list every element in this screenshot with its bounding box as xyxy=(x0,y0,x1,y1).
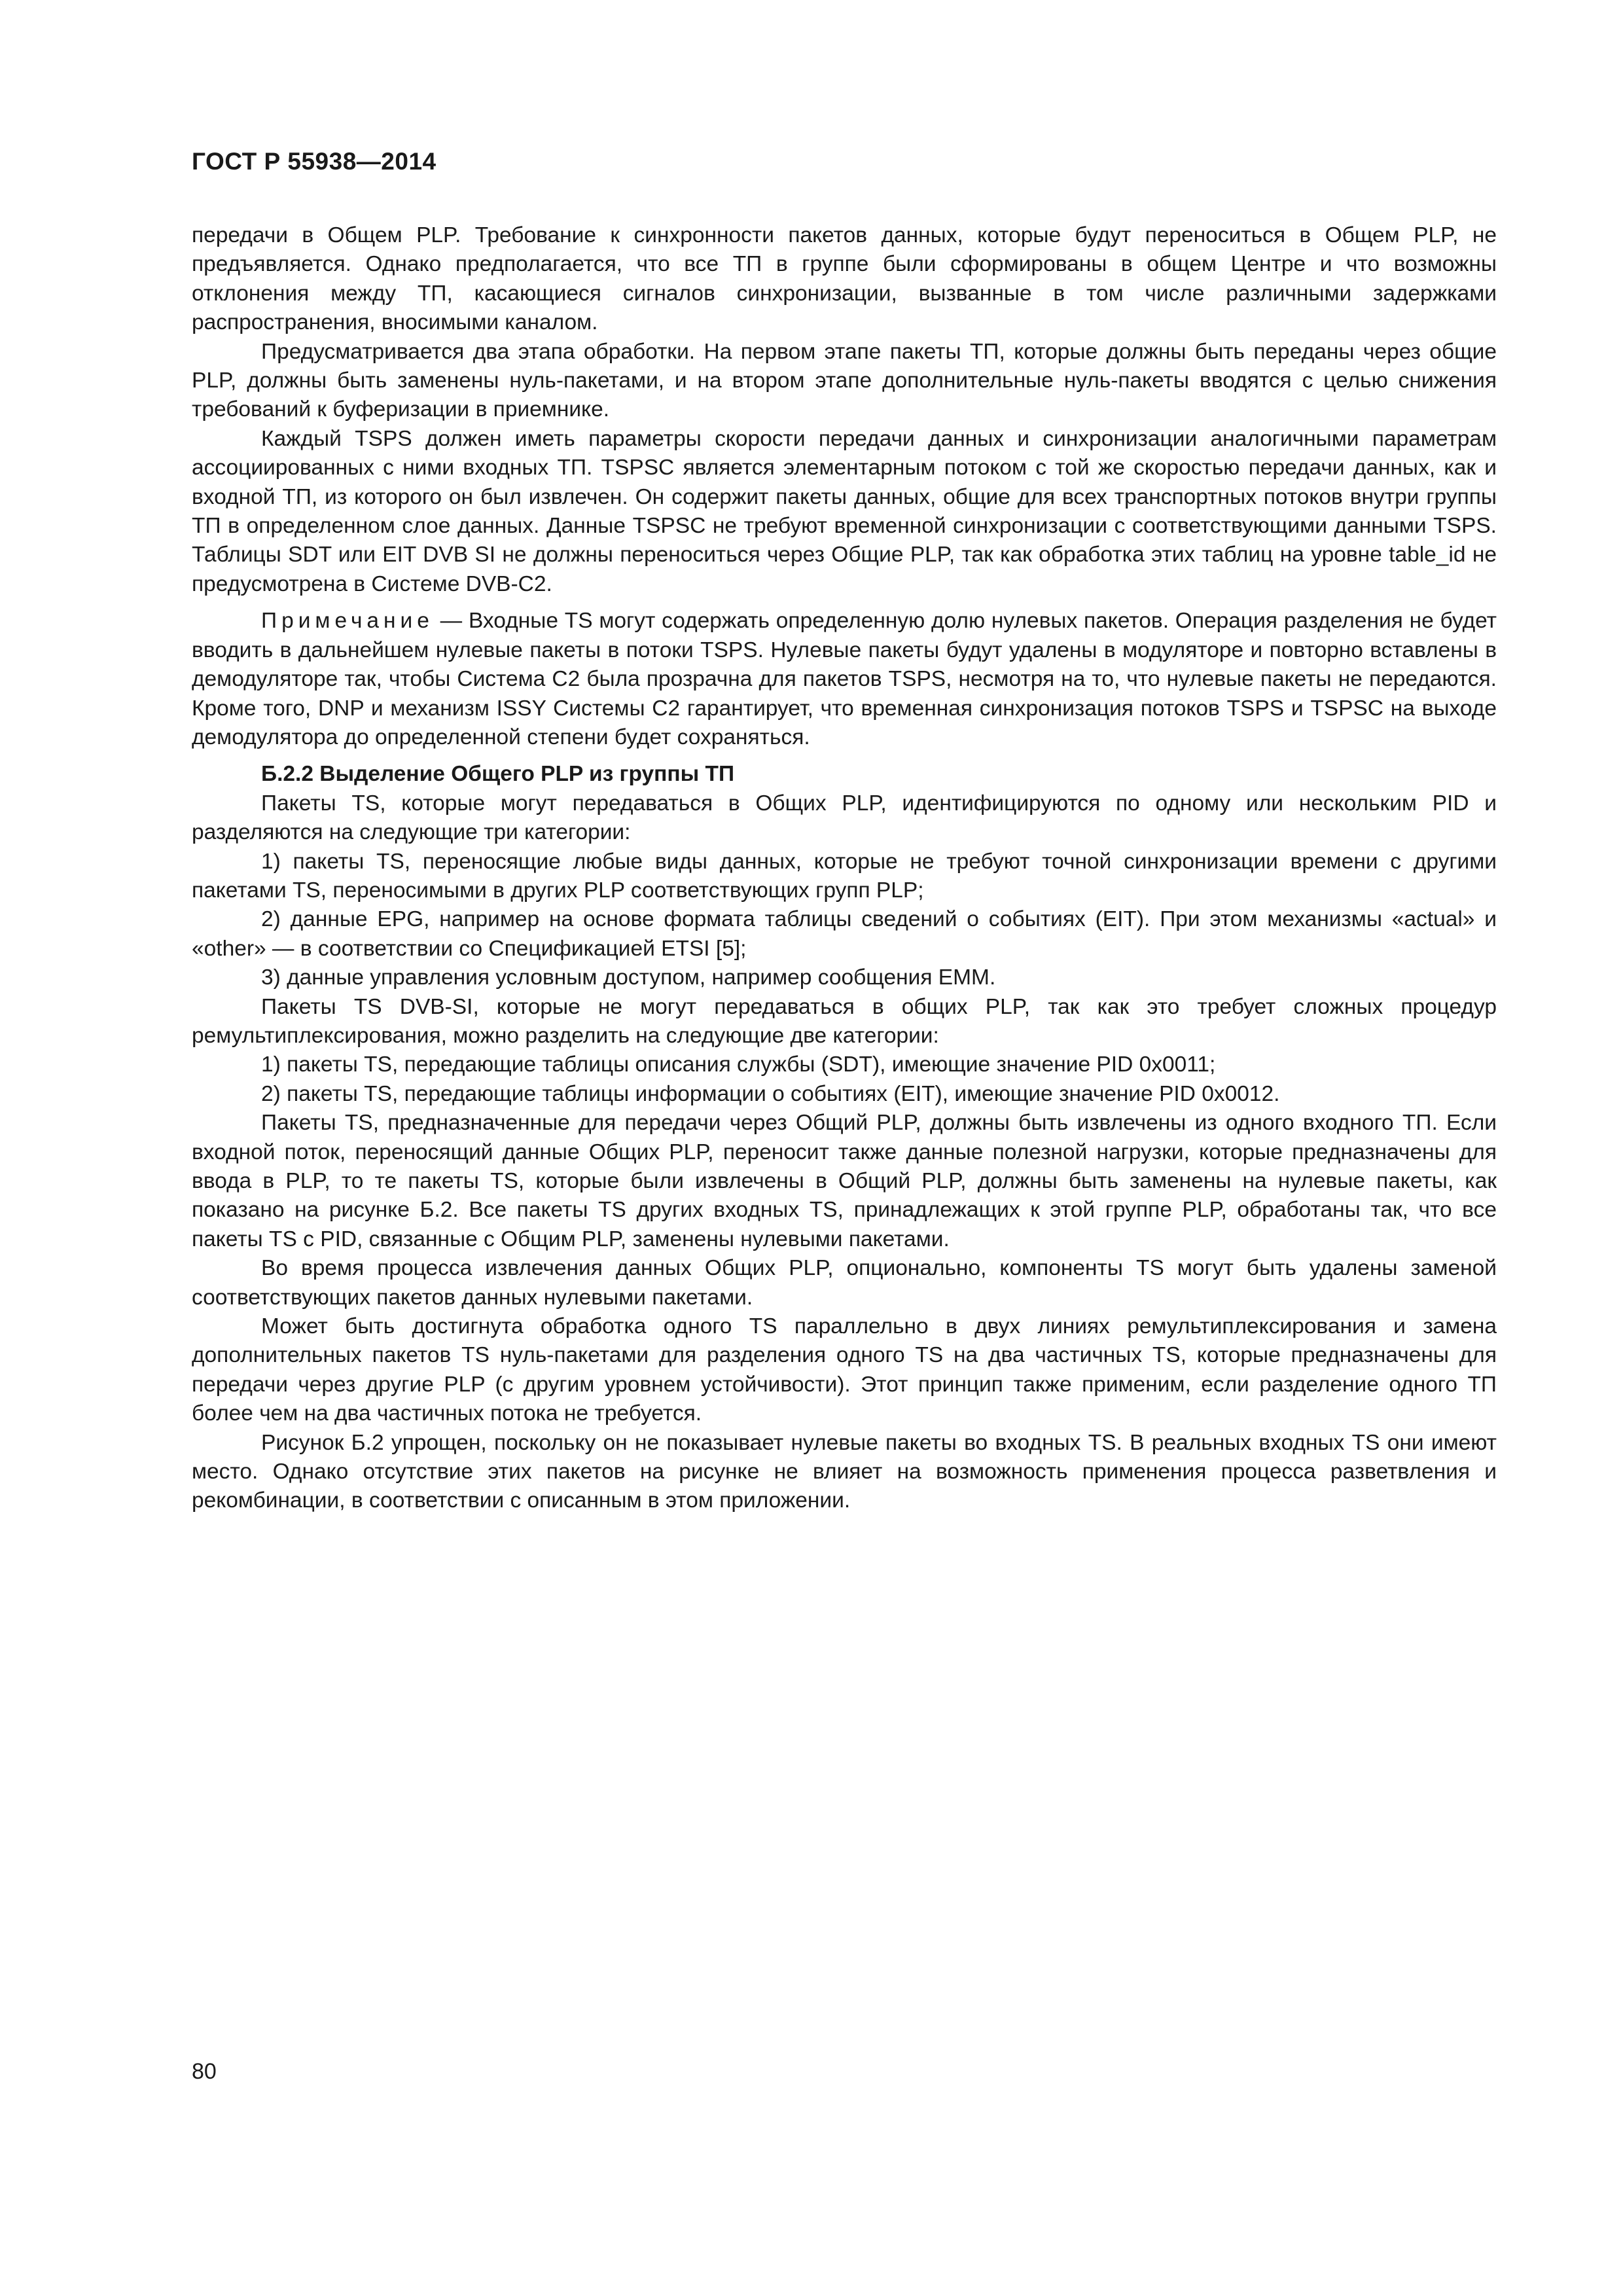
paragraph: Во время процесса извлечения данных Общих PLP, опционально, компоненты TS могут быть удалены заменой соответствующих пакетов данных нулевыми пакетами. xyxy=(192,1256,1497,1310)
list-item: 1) пакеты TS, передающие таблицы описания службы (SDT), имеющие значение PID 0x0011; xyxy=(261,1052,1216,1077)
section-heading: Б.2.2 Выделение Общего PLP из группы ТП xyxy=(261,762,735,787)
list-item: 2) пакеты TS, передающие таблицы информации о событиях (EIT), имеющие значение PID 0x0012. xyxy=(261,1081,1280,1106)
paragraph: Предусматривается два этапа обработки. На первом этапе пакеты ТП, которые должны быть переданы через общие PLP, должны быть заменены нуль-пакетами, и на втором этапе дополнительные нуль-пакеты вводятся с целью снижения требований к буферизации в приемнике. xyxy=(192,339,1497,422)
document-body xyxy=(192,221,1497,1516)
paragraph: Может быть достигнута обработка одного TS параллельно в двух линиях ремультиплексирования и замена дополнительных пакетов TS нуль-пакетами для разделения одного TS на два частичных TS, которые предназначены для передачи через другие PLP (с другим уровнем устойчивости). Этот принцип также применим, если разделение одного ТП более чем на два частичных потока не требуется. xyxy=(192,1314,1497,1426)
list-item: 3) данные управления условным доступом, например сообщения EMM. xyxy=(261,965,996,990)
note xyxy=(192,607,1497,752)
page-number: 80 xyxy=(192,2059,217,2084)
list-item: 1) пакеты TS, переносящие любые виды данных, которые не требуют точной синхронизации времени с другими пакетами TS, переносимыми в других PLP соответствующих групп PLP; xyxy=(192,849,1497,903)
document-header: ГОСТ Р 55938—2014 xyxy=(192,148,437,175)
paragraph: Рисунок Б.2 упрощен, поскольку он не показывает нулевые пакеты во входных TS. В реальных входных TS они имеют место. Однако отсутствие этих пакетов на рисунке не влияет на возможность применения процесса разветвления и рекомбинации, в соответствии с описанным в этом приложении. xyxy=(192,1430,1497,1513)
paragraph: Пакеты TS DVB-SI, которые не могут передаваться в общих PLP, так как это требует сложных процедур ремультиплексирования, можно разделить на следующие две категории: xyxy=(192,994,1497,1048)
list-item: 2) данные EPG, например на основе формата таблицы сведений о событиях (EIT). При этом механизмы «actual» и «other» — в соответствии со Спецификацией ETSI [5]; xyxy=(192,907,1497,961)
note-text: — Входные TS могут содержать определенную долю нулевых пакетов. Операция разделения не будет вводить в дальнейшем нулевые пакеты в потоки TSPS. Нулевые пакеты будут удалены в модуляторе и повторно вставлены в демодуляторе так, чтобы Система C2 была прозрачна для пакетов TSPS, несмотря на то, что нулевые пакеты не передаются. Кроме того, DNP и механизм ISSY Системы C2 гарантирует, что временная синхронизация потоков TSPS и TSPSC на выходе демодулятора до определенной степени будет сохраняться. xyxy=(192,609,1497,749)
paragraph: Пакеты TS, которые могут передаваться в Общих PLP, идентифицируются по одному или нескольким PID и разделяются на следующие три категории: xyxy=(192,791,1497,845)
paragraph: Каждый TSPS должен иметь параметры скорости передачи данных и синхронизации аналогичными параметрам ассоциированных с ними входных ТП. TSPSC является элементарным потоком с той же скоростью передачи данных, как и входной ТП, из которого он был извлечен. Он содержит пакеты данных, общие для всех транспортных потоков внутри группы ТП в определенном слое данных. Данные TSPSC не требуют временной синхронизации с соответствующими данными TSPS. Таблицы SDT или EIT DVB SI не должны переноситься через Общие PLP, так как обработка этих таблиц на уровне table_id не предусмотрена в Системе DVB-C2. xyxy=(192,426,1497,596)
paragraph: Пакеты TS, предназначенные для передачи через Общий PLP, должны быть извлечены из одного входного ТП. Если входной поток, переносящий данные Общих PLP, переносит также данные полезной нагрузки, которые предназначены для ввода в PLP, то те пакеты TS, которые были извлечены в Общий PLP, должны быть заменены на нулевые пакеты, как показано на рисунке Б.2. Все пакеты TS других входных TS, принадлежащих к этой группе PLP, обработаны так, что все пакеты TS с PID, связанные с Общим PLP, заменены нулевыми пакетами. xyxy=(192,1111,1497,1251)
paragraph-continuation: передачи в Общем PLP. Требование к синхронности пакетов данных, которые будут переноситься в Общем PLP, не предъявляется. Однако предполагается, что все ТП в группе были сформированы в общем Центре и что возможны отклонения между ТП, касающиеся сигналов синхронизации, вызванные в том числе различными задержками распространения, вносимыми каналом. xyxy=(192,223,1497,335)
note-label: Примечание xyxy=(261,609,434,634)
